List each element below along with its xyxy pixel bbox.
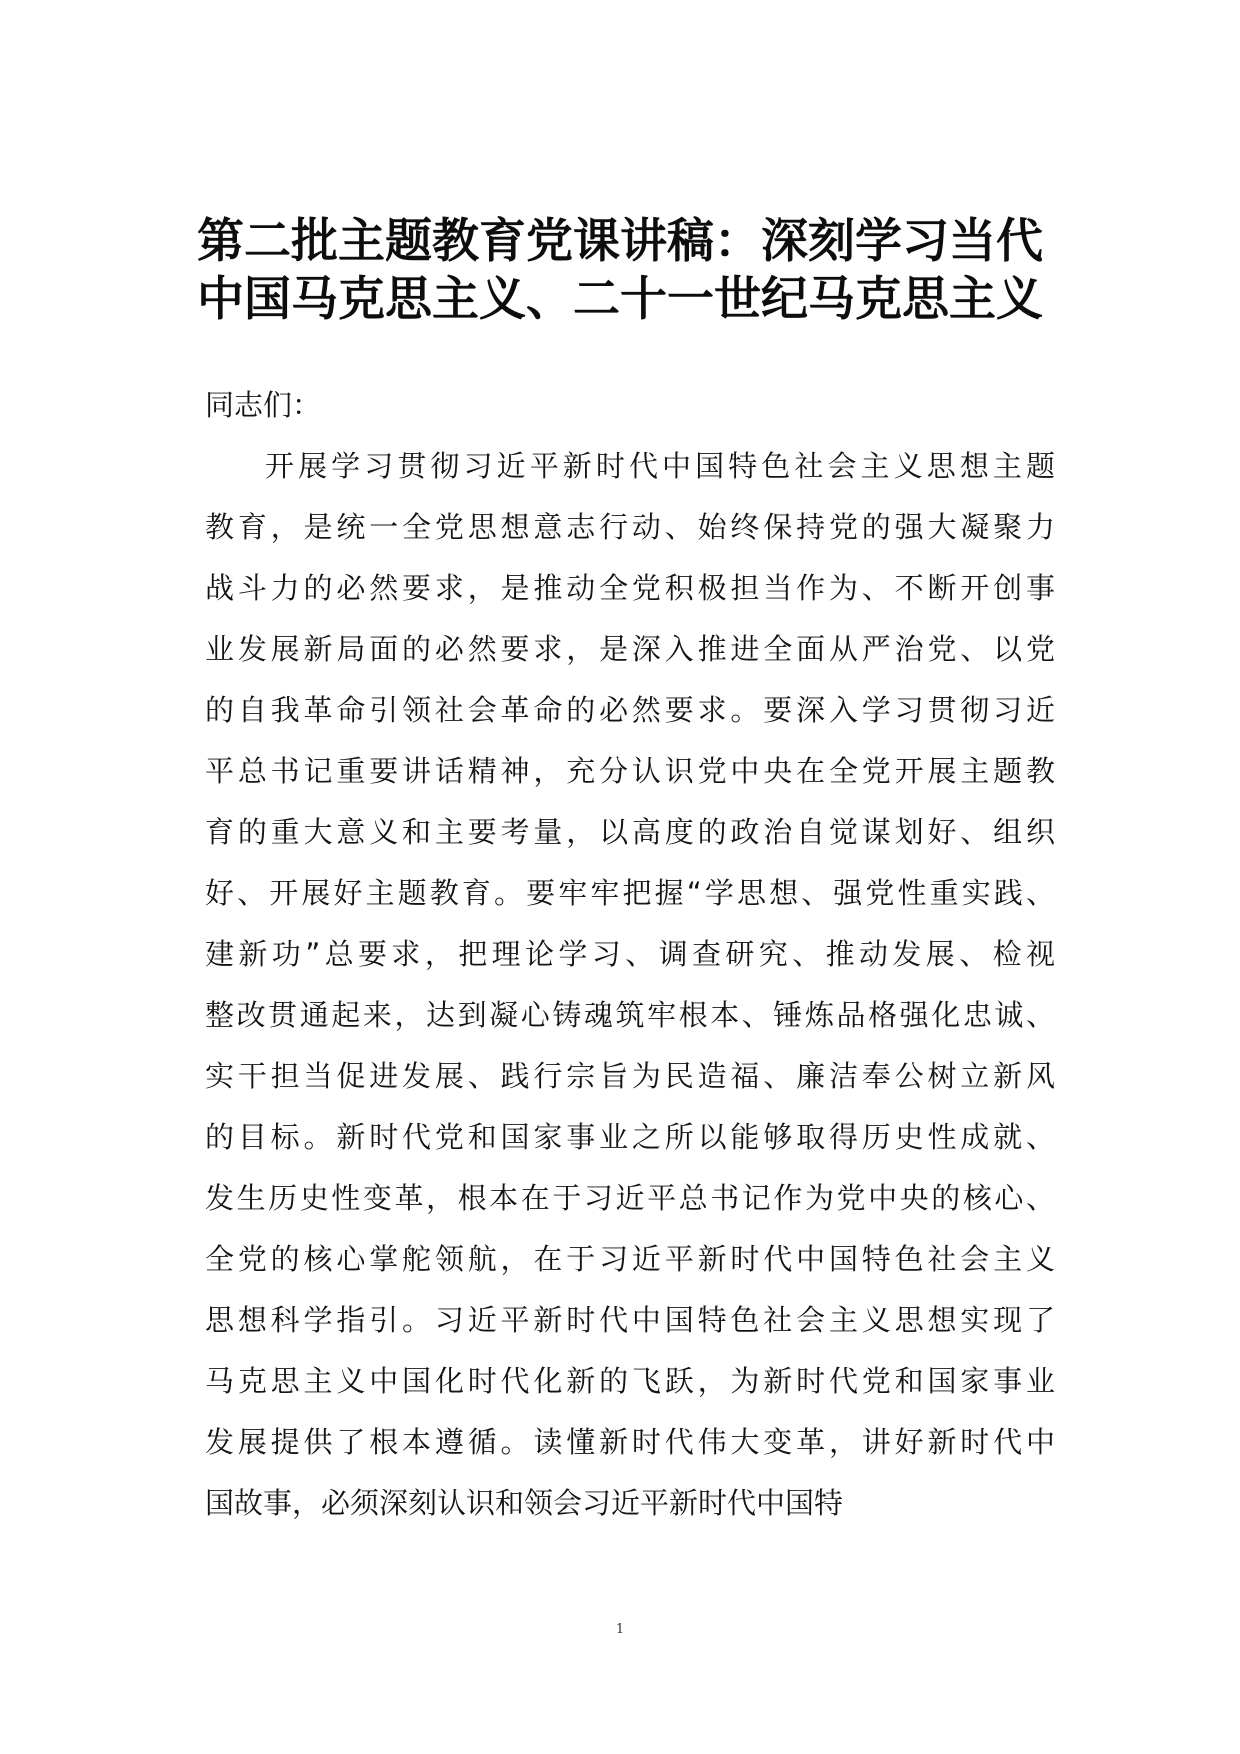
title-line-2: 中国马克思主义、二十一世纪马克思主义	[197, 272, 1043, 327]
paragraph-line: 实干担当促进发展、践行宗旨为民造福、廉洁奉公树立新风	[205, 1059, 1055, 1093]
paragraph-line: 整改贯通起来，达到凝心铸魂筑牢根本、锤炼品格强化忠诚、	[205, 998, 1055, 1032]
paragraph-line: 开展学习贯彻习近平新时代中国特色社会主义思想主题	[265, 449, 1055, 483]
paragraph-line: 战斗力的必然要求，是推动全党积极担当作为、不断开创事	[205, 571, 1055, 605]
greeting: 同志们：	[205, 388, 322, 422]
paragraph-line: 教育，是统一全党思想意志行动、始终保持党的强大凝聚力	[205, 510, 1055, 544]
paragraph-line: 的自我革命引领社会革命的必然要求。要深入学习贯彻习近	[205, 693, 1055, 727]
paragraph-line: 发生历史性变革，根本在于习近平总书记作为党中央的核心、	[205, 1181, 1055, 1215]
paragraph-line: 育的重大意义和主要考量，以高度的政治自觉谋划好、组织	[205, 815, 1055, 849]
paragraph-line: 全党的核心掌舵领航，在于习近平新时代中国特色社会主义	[205, 1242, 1055, 1276]
paragraph-line: 建新功”总要求，把理论学习、调查研究、推动发展、检视	[205, 937, 1055, 971]
title-line-1: 第二批主题教育党课讲稿：深刻学习当代	[197, 214, 1043, 269]
paragraph-line: 好、开展好主题教育。要牢牢把握“学思想、强党性重实践、	[205, 876, 1055, 910]
document-title	[160, 213, 1080, 329]
paragraph-line: 的目标。新时代党和国家事业之所以能够取得历史性成就、	[205, 1120, 1055, 1154]
paragraph-line: 业发展新局面的必然要求，是深入推进全面从严治党、以党	[205, 632, 1055, 666]
paragraph-line: 平总书记重要讲话精神，充分认识党中央在全党开展主题教	[205, 754, 1055, 788]
paragraph-line: 发展提供了根本遵循。读懂新时代伟大变革，讲好新时代中	[205, 1425, 1055, 1459]
page-number: 1	[615, 1622, 625, 1637]
paragraph-line: 思想科学指引。习近平新时代中国特色社会主义思想实现了	[205, 1303, 1055, 1337]
paragraph-line: 马克思主义中国化时代化新的飞跃，为新时代党和国家事业	[205, 1364, 1055, 1398]
document-body	[205, 375, 1055, 1534]
paragraph-line: 国故事，必须深刻认识和领会习近平新时代中国特	[205, 1486, 844, 1520]
